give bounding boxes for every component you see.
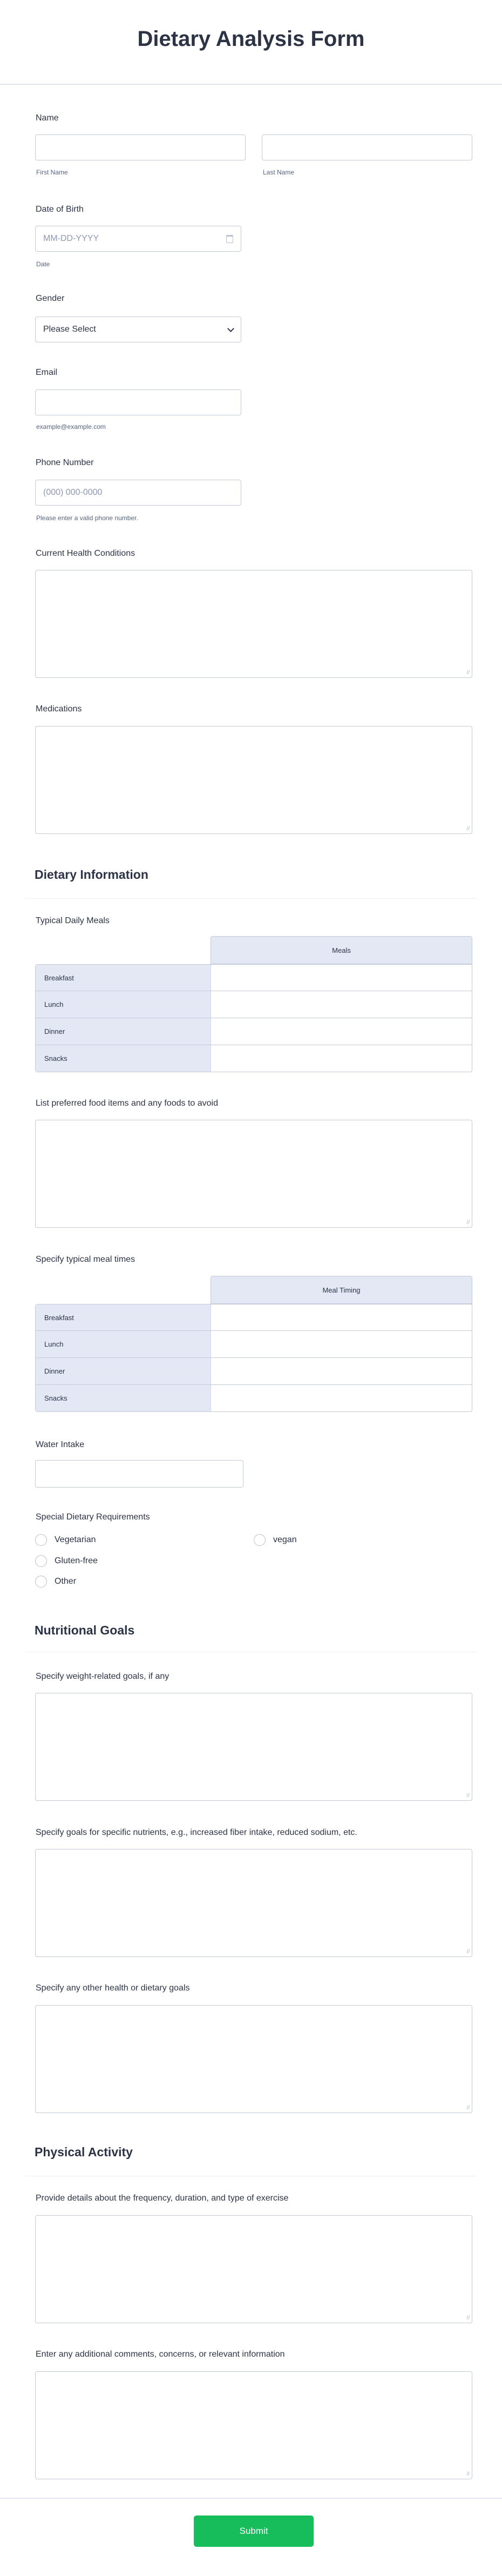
matrix-cell-input[interactable] — [211, 965, 472, 991]
radio-vegetarian[interactable] — [35, 1534, 96, 1546]
first-name-input[interactable] — [35, 134, 246, 160]
matrix-row-label: Dinner — [36, 1018, 211, 1045]
matrix-row-label: Breakfast — [36, 1304, 211, 1330]
matrix-cell-input[interactable] — [211, 1331, 472, 1357]
section-heading-nutritional-goals: Nutritional Goals — [35, 1623, 135, 1637]
gender-selected: Please Select — [43, 325, 96, 334]
phone-sublabel: Please enter a valid phone number. — [36, 514, 138, 522]
health-conditions-textarea[interactable] — [35, 570, 472, 678]
matrix-row-label: Breakfast — [36, 965, 211, 991]
weight-goals-textarea[interactable] — [35, 1693, 472, 1801]
health-conditions-label: Current Health Conditions — [36, 549, 135, 558]
last-name-sublabel: Last Name — [263, 169, 295, 176]
nutrient-goals-label: Specify goals for specific nutrients, e.g., increased fiber intake, reduced sodium, etc. — [36, 1828, 357, 1837]
matrix-row — [35, 1045, 472, 1072]
gender-label: Gender — [36, 294, 65, 303]
matrix-row — [35, 1018, 472, 1045]
additional-comments-label: Enter any additional comments, concerns, or relevant information — [36, 2350, 285, 2359]
section-heading-dietary-information: Dietary Information — [35, 867, 148, 882]
resize-handle-icon[interactable]: // — [466, 2315, 470, 2321]
resize-handle-icon[interactable]: // — [466, 670, 470, 676]
matrix-row — [35, 991, 472, 1018]
matrix-row-label: Snacks — [36, 1385, 211, 1411]
matrix-row-label: Dinner — [36, 1358, 211, 1384]
resize-handle-icon[interactable]: // — [466, 826, 470, 832]
email-label: Email — [36, 368, 58, 377]
matrix-column-header: Meal Timing — [211, 1276, 472, 1304]
last-name-input[interactable] — [262, 134, 472, 160]
meal-times-label: Specify typical meal times — [36, 1255, 135, 1264]
other-goals-label: Specify any other health or dietary goals — [36, 1983, 190, 1993]
special-requirements-label: Special Dietary Requirements — [36, 1512, 150, 1522]
daily-meals-matrix — [35, 936, 472, 1072]
matrix-column-header: Meals — [211, 936, 472, 964]
radio-circle-icon[interactable] — [35, 1576, 47, 1588]
exercise-label: Provide details about the frequency, duration, and type of exercise — [36, 2194, 289, 2203]
water-intake-input[interactable] — [35, 1460, 243, 1488]
email-input[interactable] — [35, 389, 241, 415]
radio-vegan[interactable] — [254, 1534, 297, 1546]
form-title: Dietary Analysis Form — [137, 27, 365, 51]
radio-circle-icon[interactable] — [35, 1555, 47, 1567]
medications-label: Medications — [36, 704, 82, 714]
matrix-row — [35, 1358, 472, 1385]
radio-other[interactable] — [35, 1576, 76, 1588]
section-heading-physical-activity: Physical Activity — [35, 2145, 133, 2159]
resize-handle-icon[interactable]: // — [466, 1949, 470, 1955]
radio-circle-icon[interactable] — [254, 1534, 266, 1546]
radio-label: Vegetarian — [55, 1535, 96, 1544]
resize-handle-icon[interactable]: // — [466, 1220, 470, 1226]
radio-gluten-free[interactable] — [35, 1555, 98, 1567]
header-divider — [0, 84, 502, 85]
matrix-cell-input[interactable] — [211, 991, 472, 1018]
resize-handle-icon[interactable]: // — [466, 1793, 470, 1799]
radio-label: Gluten-free — [55, 1556, 98, 1565]
submit-button[interactable]: Submit — [194, 2516, 314, 2547]
matrix-cell-input[interactable] — [211, 1385, 472, 1411]
weight-goals-label: Specify weight-related goals, if any — [36, 1672, 169, 1681]
dob-input[interactable] — [35, 226, 241, 252]
matrix-row-label: Lunch — [36, 1331, 211, 1357]
radio-label: Other — [55, 1577, 77, 1586]
chevron-down-icon — [227, 325, 234, 332]
matrix-row-label: Snacks — [36, 1045, 211, 1072]
resize-handle-icon[interactable]: // — [466, 2105, 470, 2111]
matrix-cell-input[interactable] — [211, 1045, 472, 1072]
resize-handle-icon[interactable]: // — [466, 2471, 470, 2477]
meal-times-matrix — [35, 1276, 472, 1412]
dob-placeholder: MM-DD-YYYY — [43, 234, 99, 243]
matrix-cell-input[interactable] — [211, 1304, 472, 1330]
additional-comments-textarea[interactable] — [35, 2371, 472, 2479]
other-goals-textarea[interactable] — [35, 2005, 472, 2113]
phone-placeholder: (000) 000-0000 — [43, 488, 103, 497]
section-divider — [25, 898, 477, 899]
name-label: Name — [36, 113, 59, 123]
matrix-row — [35, 1304, 472, 1331]
preferred-foods-label: List preferred food items and any foods to avoid — [36, 1099, 218, 1108]
email-sublabel: example@example.com — [36, 423, 106, 431]
matrix-row — [35, 964, 472, 991]
dob-label: Date of Birth — [36, 205, 84, 214]
preferred-foods-textarea[interactable] — [35, 1120, 472, 1228]
water-intake-label: Water Intake — [36, 1440, 85, 1449]
first-name-sublabel: First Name — [36, 169, 68, 176]
matrix-row — [35, 1331, 472, 1358]
matrix-cell-input[interactable] — [211, 1018, 472, 1045]
phone-input[interactable] — [35, 480, 241, 506]
matrix-row-label: Lunch — [36, 991, 211, 1018]
radio-label: vegan — [273, 1535, 297, 1544]
calendar-icon[interactable] — [226, 235, 233, 243]
exercise-textarea[interactable] — [35, 2215, 472, 2323]
matrix-cell-input[interactable] — [211, 1358, 472, 1384]
matrix-row — [35, 1385, 472, 1412]
gender-select[interactable] — [35, 317, 241, 342]
phone-label: Phone Number — [36, 458, 94, 467]
daily-meals-label: Typical Daily Meals — [36, 916, 110, 925]
nutrient-goals-textarea[interactable] — [35, 1849, 472, 1957]
dob-sublabel: Date — [36, 260, 50, 268]
medications-textarea[interactable] — [35, 726, 472, 834]
radio-circle-icon[interactable] — [35, 1534, 47, 1546]
